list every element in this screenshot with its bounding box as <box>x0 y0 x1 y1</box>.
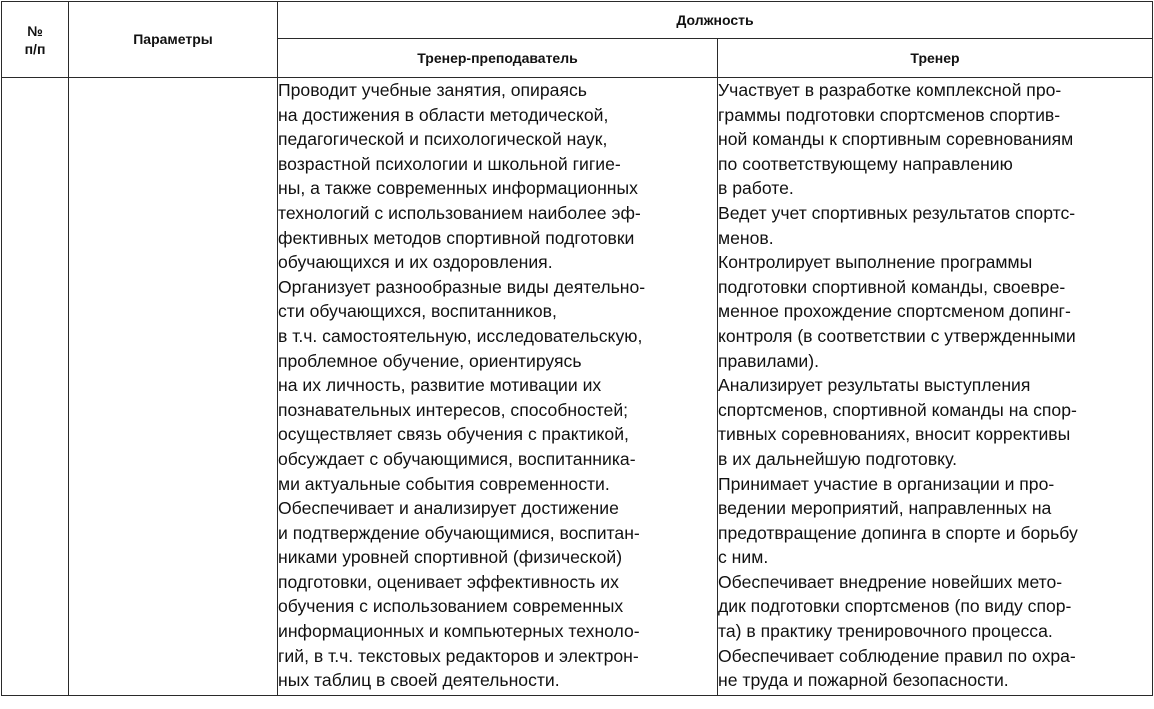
duty-text-line: педагогической и психологической наук, <box>278 129 608 150</box>
duty-text-line: Проводит учебные занятия, опираясь <box>278 80 587 100</box>
duty-text-line: ной команды к спортивным соревнованиям <box>718 129 1074 150</box>
duty-text-line: фективных методов спортивной подготовки <box>278 227 635 248</box>
duty-text-line: информационных и компьютерных техноло- <box>278 621 640 642</box>
duty-text-line: сти обучающихся, воспитанников, <box>278 301 557 322</box>
row-number-cell <box>2 78 69 696</box>
position-comparison-table <box>1 1 1153 696</box>
duty-text-line: обучающихся и их оздоровления. <box>278 252 553 273</box>
duty-text-line: познавательных интересов, способностей; <box>278 399 629 420</box>
duty-text-line: граммы подготовки спортсменов спортив- <box>718 104 1061 125</box>
duty-text-line: по соответствующему направлению <box>718 153 1013 174</box>
duty-text-line: в их дальнейшую подготовку. <box>718 448 957 469</box>
number-header-line-2: п/п <box>24 40 46 57</box>
duty-text-line: с ним. <box>718 547 769 568</box>
duty-text-line: обучения с использованием современных <box>278 596 624 617</box>
duty-text-line: Организует разнообразные виды деятельно- <box>278 276 646 297</box>
duty-text-line: технологий с использованием наиболее эф- <box>278 202 641 223</box>
trainer-column-header: Тренер <box>718 39 1153 78</box>
header-row-1 <box>2 2 1153 39</box>
duty-text-line: ны, а также современных информационных <box>278 178 638 199</box>
duty-text-line: проблемное обучение, ориентируясь <box>278 350 582 371</box>
duty-text-line: не труда и пожарной безопасности. <box>718 670 1009 691</box>
duty-text-line: та) в практику тренировочного процесса. <box>718 621 1053 642</box>
duty-text-line: Обеспечивает соблюдение правил по охра- <box>718 645 1076 666</box>
trainer-teacher-column-header: Тренер-преподаватель <box>278 39 718 78</box>
duty-text-line: никами уровней спортивной (физической) <box>278 547 623 568</box>
duty-text-line: подготовки, оценивает эффективность их <box>278 571 619 592</box>
duty-text-line: Обеспечивает внедрение новейших мето- <box>718 571 1063 592</box>
number-header-line-1: № <box>27 22 43 39</box>
duty-text-line: возрастной психологии и школьной гигие- <box>278 153 621 174</box>
duty-text-line: ми актуальные события современности. <box>278 473 610 494</box>
duty-text-line: осуществляет связь обучения с практикой, <box>278 424 629 445</box>
trainer-duties-cell <box>718 78 1153 696</box>
duty-text-line: ных таблиц в своей деятельности. <box>278 670 560 691</box>
duty-text-line: ведении мероприятий, направленных на <box>718 498 1052 519</box>
duty-text-line: контроля (в соответствии с утвержденными <box>718 325 1076 346</box>
duty-text-line: правилами). <box>718 350 819 371</box>
duty-text-line: менное прохождение спортсменом допинг- <box>718 301 1071 322</box>
duty-text-line: предотвращение допинга в спорте и борьбу <box>718 522 1078 543</box>
duty-text-line: подготовки спортивной команды, своевре- <box>718 276 1066 297</box>
duty-text-line: Ведет учет спортивных результатов спортс- <box>718 202 1076 223</box>
row-parameters-cell <box>69 78 278 696</box>
duty-text-line: и подтверждение обучающимися, воспитан- <box>278 522 640 543</box>
number-column-header <box>2 2 69 78</box>
duty-text-line: на достижения в области методической, <box>278 104 609 125</box>
duty-text-line: на их личность, развитие мотивации их <box>278 375 602 396</box>
table-row <box>2 78 1153 696</box>
duty-text-line: гий, в т.ч. текстовых редакторов и электрон- <box>278 645 639 666</box>
duty-text-line: Принимает участие в организации и про- <box>718 473 1055 494</box>
duty-text-line: Контролирует выполнение программы <box>718 252 1033 273</box>
duty-text-line: спортсменов, спортивной команды на спор- <box>718 399 1077 420</box>
duty-text-line: дик подготовки спортсменов (по виду спор- <box>718 596 1072 617</box>
position-group-header: Должность <box>278 2 1153 39</box>
parameters-column-header: Параметры <box>69 2 278 78</box>
trainer-teacher-duties-cell <box>278 78 718 696</box>
duty-text-line: обсуждает с обучающимися, воспитанника- <box>278 448 636 469</box>
duty-text-line: тивных соревнованиях, вносит коррективы <box>718 424 1071 445</box>
duty-text-line: Анализирует результаты выступления <box>718 375 1031 396</box>
duty-text-line: Обеспечивает и анализирует достижение <box>278 498 619 519</box>
duty-text-line: в работе. <box>718 178 794 199</box>
duty-text-line: менов. <box>718 227 774 248</box>
duty-text-line: в т.ч. самостоятельную, исследовательскую, <box>278 325 643 346</box>
duty-text-line: Участвует в разработке комплексной про- <box>718 80 1062 100</box>
